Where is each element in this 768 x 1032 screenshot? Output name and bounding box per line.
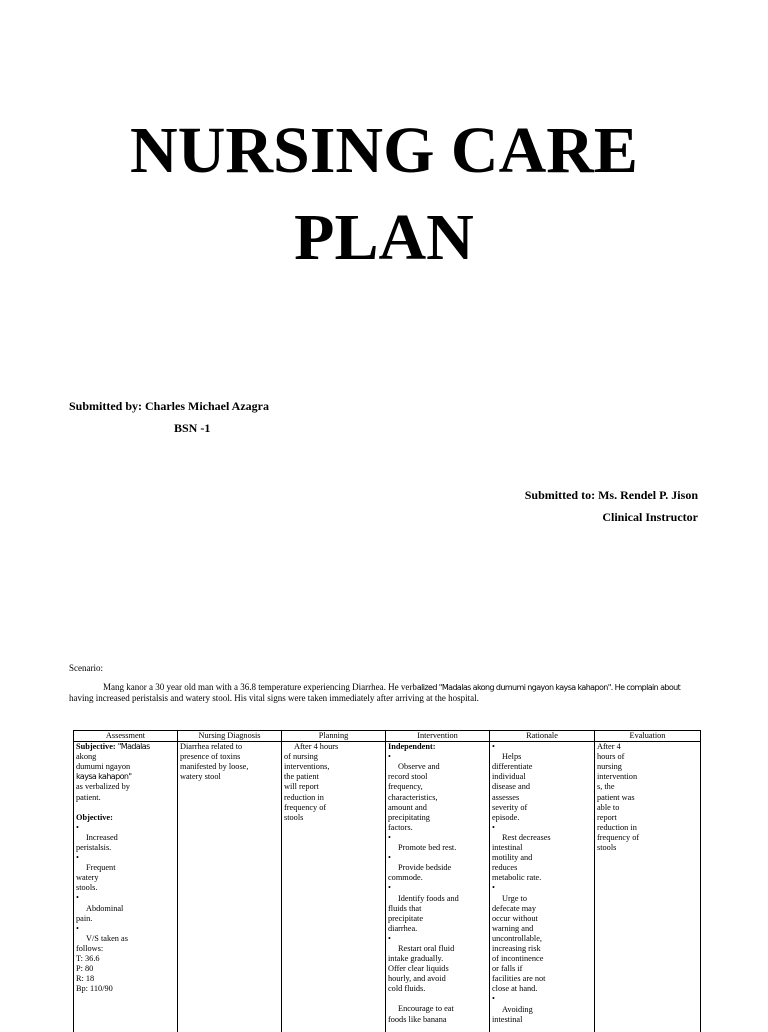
objective-item: watery xyxy=(76,873,99,883)
vital-sign-respiration: R: 18 xyxy=(76,974,95,984)
submitted-to: Submitted to: Ms. Rendel P. Jison xyxy=(524,488,698,502)
rationale-line: increasing risk xyxy=(492,943,541,953)
header-evaluation: Evaluation xyxy=(595,731,701,742)
vital-sign-pulse: P: 80 xyxy=(76,964,94,974)
subjective-text-2: dumumi ngayon xyxy=(76,762,131,772)
intervention-line: diarrhea. xyxy=(388,923,418,933)
submitted-to-role: Clinical Instructor xyxy=(602,510,698,524)
document-title-line-1: NURSING CARE xyxy=(130,114,638,187)
rationale-line: reduces xyxy=(492,863,518,873)
header-intervention: Intervention xyxy=(386,731,490,742)
intervention-line: precipitating xyxy=(388,812,430,822)
subjective-quote-2: kaysa kahapon" xyxy=(76,772,132,782)
planning-cell xyxy=(282,742,386,1032)
rationale-line: defecate may xyxy=(492,903,536,913)
rationale-line: Helps xyxy=(502,752,522,762)
objective-item: Increased xyxy=(86,832,118,842)
bullet: • xyxy=(76,923,79,933)
rationale-line: Urge to xyxy=(502,893,527,903)
bullet: • xyxy=(76,893,79,903)
intervention-line: Encourage to eat xyxy=(398,1004,454,1014)
intervention-line: Restart oral fluid xyxy=(398,943,455,953)
diagnosis-cell xyxy=(178,742,282,1032)
rationale-line: warning and xyxy=(492,923,534,933)
vital-sign-blood-pressure: Bp: 110/90 xyxy=(76,984,113,994)
header-nursing-diagnosis: Nursing Diagnosis xyxy=(178,731,282,742)
table-header-row xyxy=(74,731,701,742)
intervention-line: commode. xyxy=(388,873,423,883)
intervention-line: intake gradually. xyxy=(388,954,444,964)
bullet: • xyxy=(76,853,79,863)
rationale-line: or falls if xyxy=(492,964,523,974)
intervention-line: Offer clear liquids xyxy=(388,964,449,974)
scenario-label: Scenario: xyxy=(69,663,103,673)
diagnosis-line: manifested by loose, xyxy=(180,762,249,772)
diagnosis-line: Diarrhea related to xyxy=(180,742,243,752)
rationale-line: metabolic rate. xyxy=(492,873,542,883)
intervention-line: cold fluids. xyxy=(388,984,426,994)
rationale-line: motility and xyxy=(492,853,533,863)
bullet: • xyxy=(492,883,495,893)
vital-signs-follows: follows: xyxy=(76,943,104,953)
planning-line: After 4 hours xyxy=(294,742,339,752)
bullet: • xyxy=(388,853,391,863)
evaluation-line: intervention xyxy=(597,772,638,782)
evaluation-cell xyxy=(595,742,701,1032)
rationale-line: individual xyxy=(492,772,526,782)
objective-item: Abdominal xyxy=(86,903,124,913)
evaluation-line: report xyxy=(597,812,617,822)
subjective-text-1: akong xyxy=(76,752,97,762)
planning-line: of nursing xyxy=(284,752,318,762)
rationale-line: episode. xyxy=(492,812,520,822)
scenario-text-2: having increased peristalsis and watery stool. His vital signs were taken immediately after arriving at the hospital. xyxy=(69,693,479,703)
evaluation-line: reduction in xyxy=(597,822,637,832)
document-title-line-2: PLAN xyxy=(294,201,474,274)
vital-sign-temperature: T: 36.6 xyxy=(76,953,100,963)
header-planning: Planning xyxy=(282,731,386,742)
objective-item: Frequent xyxy=(86,863,116,873)
intervention-line: Identify foods and xyxy=(398,893,459,903)
evaluation-line: frequency of xyxy=(597,832,640,842)
bullet: • xyxy=(388,883,391,893)
intervention-line: characteristics, xyxy=(388,792,438,802)
evaluation-line: stools xyxy=(597,843,617,853)
subjective-label: Subjective: xyxy=(76,742,116,752)
objective-label: Objective: xyxy=(76,812,113,822)
verbalized-text: as verbalized by xyxy=(76,782,130,792)
subjective-quote-1: "Madalas xyxy=(117,742,150,752)
objective-item: pain. xyxy=(76,913,93,923)
intervention-line: precipitate xyxy=(388,913,424,923)
bullet: • xyxy=(388,933,391,943)
vital-signs-label: V/S taken as xyxy=(86,933,128,943)
evaluation-line: hours of xyxy=(597,752,625,762)
rationale-line: facilities are not xyxy=(492,974,546,984)
table-row xyxy=(74,742,701,1032)
rationale-line: occur without xyxy=(492,913,538,923)
bullet: • xyxy=(76,822,79,832)
intervention-line: frequency, xyxy=(388,782,423,792)
rationale-cell xyxy=(490,742,595,1032)
header-assessment: Assessment xyxy=(74,731,178,742)
patient-text: patient. xyxy=(76,792,101,802)
objective-item: peristalsis. xyxy=(76,842,112,852)
rationale-line: Rest decreases xyxy=(502,832,551,842)
objective-item: stools. xyxy=(76,883,98,893)
bullet: • xyxy=(388,752,391,762)
bullet: • xyxy=(492,994,495,1004)
evaluation-line: After 4 xyxy=(597,742,621,752)
intervention-line: Observe and xyxy=(398,762,440,772)
rationale-line: severity of xyxy=(492,802,528,812)
planning-line: reduction in xyxy=(284,792,324,802)
rationale-line: uncontrollable, xyxy=(492,933,542,943)
rationale-line: differentiate xyxy=(492,762,533,772)
scenario-quote: alized "Madalas akong dumumi ngayon kaysa kahapon". He complain about xyxy=(416,683,681,692)
rationale-line: intestinal xyxy=(492,1014,523,1024)
rationale-line: assesses xyxy=(492,792,520,802)
rationale-line: disease and xyxy=(492,782,531,792)
intervention-line: factors. xyxy=(388,822,413,832)
rationale-line: close at hand. xyxy=(492,984,538,994)
planning-line: stools xyxy=(284,812,304,822)
intervention-line: Provide bedside xyxy=(398,863,452,873)
evaluation-line: nursing xyxy=(597,762,622,772)
rationale-line: intestinal xyxy=(492,843,523,853)
diagnosis-line: watery stool xyxy=(180,772,221,782)
evaluation-line: s, the xyxy=(597,782,615,792)
nursing-care-plan-table xyxy=(73,730,701,1032)
evaluation-line: able to xyxy=(597,802,620,812)
intervention-line: foods like banana xyxy=(388,1014,447,1024)
header-rationale: Rationale xyxy=(490,731,595,742)
planning-line: the patient xyxy=(284,772,319,782)
scenario-text xyxy=(69,682,699,704)
intervention-line: Promote bed rest. xyxy=(398,843,457,853)
intervention-line: amount and xyxy=(388,802,427,812)
assessment-cell xyxy=(74,742,178,1032)
bullet: • xyxy=(492,822,495,832)
bullet: • xyxy=(492,742,495,752)
intervention-cell xyxy=(386,742,490,1032)
planning-line: will report xyxy=(284,782,319,792)
bullet: • xyxy=(388,832,391,842)
independent-label: Independent: xyxy=(388,742,436,752)
diagnosis-line: presence of toxins xyxy=(180,752,241,762)
rationale-line: Avoiding xyxy=(502,1004,533,1014)
scenario-text-1: Mang kanor a 30 year old man with a 36.8 temperature experiencing Diarrhea. He verb xyxy=(103,682,417,692)
rationale-line: of incontinence xyxy=(492,954,544,964)
evaluation-line: patient was xyxy=(597,792,635,802)
planning-line: interventions, xyxy=(284,762,330,772)
intervention-line: hourly, and avoid xyxy=(388,974,446,984)
course: BSN -1 xyxy=(174,421,211,435)
submitted-by: Submitted by: Charles Michael Azagra xyxy=(69,399,269,413)
intervention-line: record stool xyxy=(388,772,428,782)
intervention-line: fluids that xyxy=(388,903,422,913)
planning-line: frequency of xyxy=(284,802,327,812)
